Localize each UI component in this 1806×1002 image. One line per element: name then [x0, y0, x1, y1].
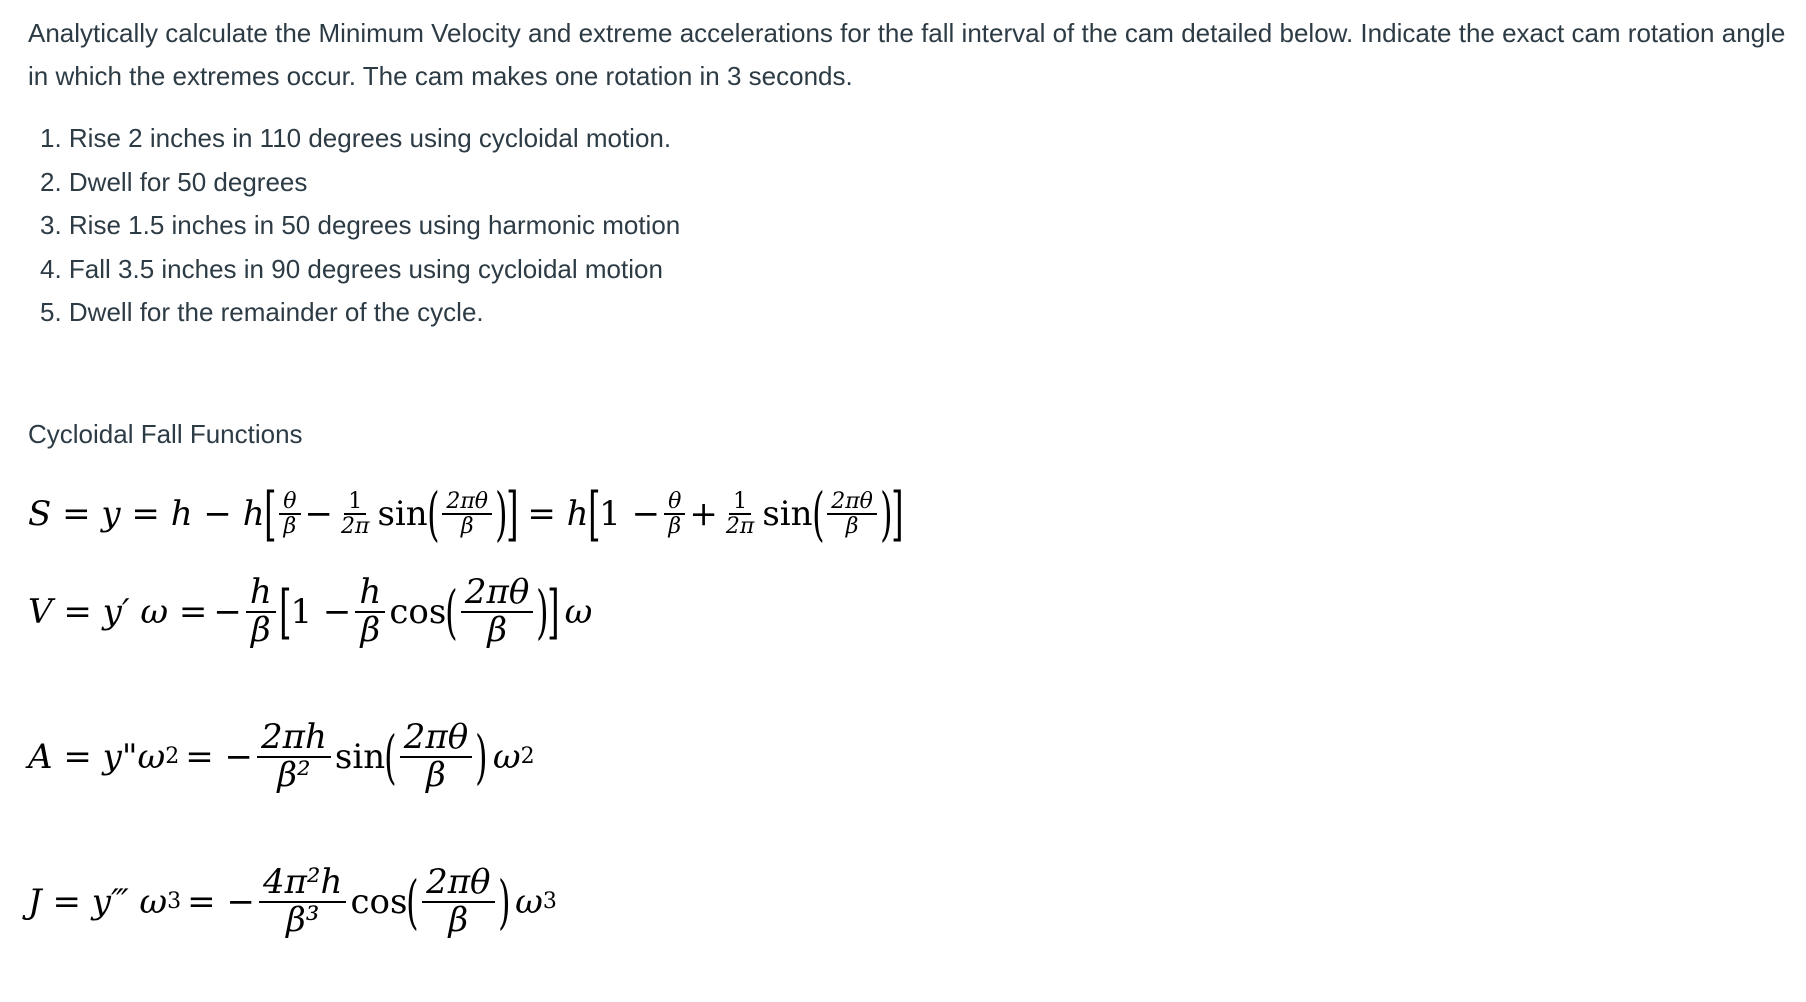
paren-close: ) [536, 577, 549, 646]
list-item: 1. Rise 2 inches in 110 degrees using cycloidal motion. [40, 123, 672, 153]
paren-open: ( [406, 867, 419, 936]
frac-num: 4π²h [259, 865, 347, 903]
list-item: 2. Dwell for 50 degrees [40, 166, 308, 197]
op-plus: + [689, 494, 718, 534]
frac-den: β [460, 514, 474, 539]
paren-close: ) [880, 480, 893, 548]
frac-den: β [360, 609, 381, 650]
frac-den: β [448, 899, 469, 940]
frac-num: 1 [344, 490, 366, 515]
list-item: 4. Fall 3.5 inches in 90 degrees using cycloidal motion [40, 253, 663, 284]
frac-one-2pi [337, 490, 373, 538]
frac-den: β² [277, 754, 311, 795]
list-item: 3. Rise 1.5 inches in 50 degrees using harmonic motion [40, 210, 681, 240]
frac-num: θ [279, 490, 300, 515]
frac-den: 2π [725, 514, 755, 539]
frac-den: β [426, 754, 446, 795]
paren-close: ) [495, 480, 508, 548]
eq-s-lhs: S = y = h − h [28, 494, 265, 534]
frac-den: β [283, 514, 297, 539]
frac-coef [259, 862, 347, 940]
frac-num: 2πθ [400, 720, 472, 758]
paren-open: ( [426, 480, 440, 548]
frac-den: β [251, 609, 271, 650]
fn-cos: cos [389, 591, 447, 632]
frac-arg [461, 572, 533, 650]
frac-den: β [845, 514, 859, 539]
fn-sin: sin [377, 494, 428, 534]
frac-arg [442, 490, 492, 538]
frac-num: h [355, 575, 385, 613]
fn-cos: cos [350, 881, 408, 922]
eq-a-omega: ω [492, 736, 521, 777]
frac-arg [400, 717, 472, 795]
fn-sin: sin [334, 736, 386, 777]
paren-open: ( [811, 480, 825, 548]
paren-open: ( [445, 577, 458, 646]
eq-j-eq: = − [187, 881, 255, 922]
frac-den: 2π [341, 514, 370, 539]
frac-num: 2πθ [442, 490, 492, 515]
equation-acceleration: A = y"ω 2 = − $\frac{2\pi h}{\text{β²}}$ sin ( $\frac{2\pi\theta}{\beta}$ ) ω 2 [28, 717, 535, 795]
bracket-close: ] [547, 577, 560, 646]
frac-num: 1 [729, 490, 751, 515]
frac-num: 2πh [257, 720, 331, 758]
frac-theta-beta-2 [664, 490, 685, 538]
frac-num: 2πθ [461, 575, 533, 613]
frac-num: 2πθ [827, 490, 877, 515]
paren-close: ) [497, 867, 511, 936]
frac-arg [422, 862, 494, 940]
frac-den: β [487, 609, 507, 650]
section-title: Cycloidal Fall Functions [28, 419, 303, 449]
paren-close: ) [475, 722, 488, 791]
motion-steps-list [40, 117, 680, 335]
bracket-close: ] [505, 480, 519, 548]
eq-j-lhs: J = y‴ ω [28, 881, 168, 922]
frac-den: β³ [286, 899, 320, 940]
equation-velocity [28, 572, 593, 650]
bracket-close: ] [890, 480, 904, 548]
eq-v-one-minus: 1 − [290, 591, 352, 632]
equation-displacement [28, 480, 904, 548]
bracket-open: [ [263, 480, 277, 548]
fn-sin-2: sin [762, 494, 813, 534]
paren-open: ( [384, 722, 397, 791]
frac-den: β [668, 514, 682, 539]
eq-v-omega: ω [564, 591, 593, 632]
frac-h-beta-2 [355, 572, 385, 650]
frac-coef [257, 717, 331, 795]
bracket-open: [ [278, 577, 292, 646]
frac-arg-2 [827, 490, 877, 538]
frac-h-beta [246, 572, 276, 650]
eq-a-lhs: A = y"ω [28, 736, 166, 777]
eq-v-lhs: V = y′ ω = [28, 591, 208, 632]
eq-j-omega: ω [515, 881, 543, 922]
list-item: 5. Dwell for the remainder of the cycle. [40, 297, 484, 327]
question-text: Analytically calculate the Minimum Velocity and extreme accelerations for the fall interval of the cam detailed below. Indicate the exact cam rotation angle in which the extremes occur. The cam makes one rotation in 3 seconds. [28, 18, 1786, 91]
eq-s-mid: = h [527, 494, 589, 534]
bracket-open: [ [587, 480, 601, 548]
frac-one-2pi-2 [722, 490, 758, 538]
op-minus: − [304, 494, 333, 534]
equation-jerk: J = y‴ ω 3 = − $\frac{\text{4π²h}}{\text{β³}}$ cos ( $\frac{2\pi\theta}{\beta}$ ) ω 3 [28, 862, 557, 940]
eq-a-eq: = − [185, 736, 254, 777]
frac-theta-beta [279, 490, 300, 538]
frac-num: θ [664, 490, 685, 515]
eq-s-one-minus: 1 − [599, 494, 661, 534]
frac-num: h [246, 575, 276, 613]
eq-v-neg: − [213, 591, 242, 632]
frac-num: 2πθ [422, 865, 494, 903]
